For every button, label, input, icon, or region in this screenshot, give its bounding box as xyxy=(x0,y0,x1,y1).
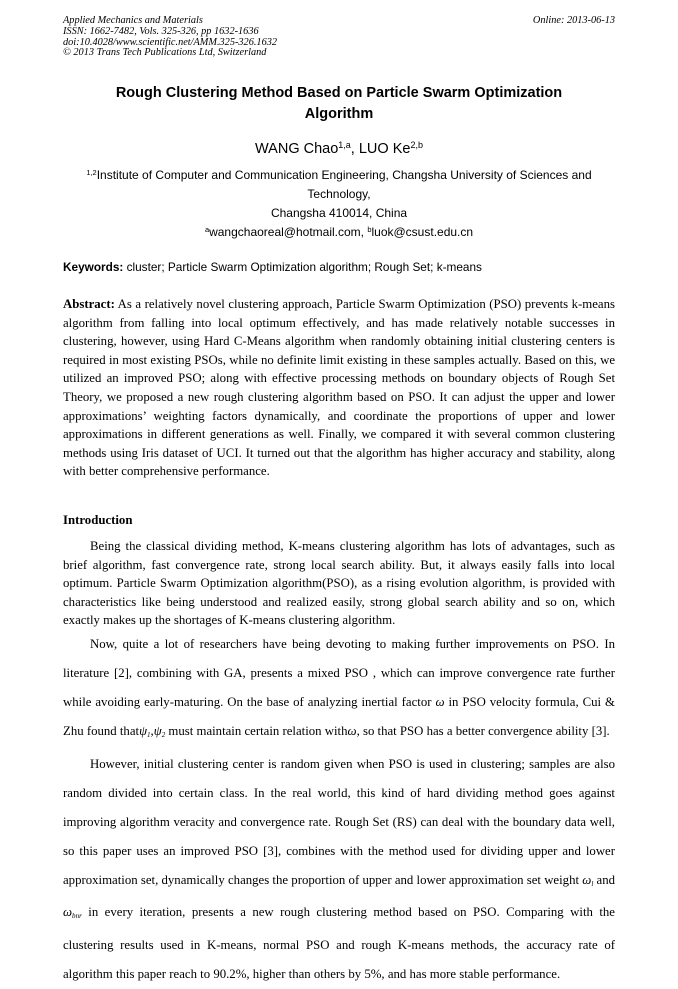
affiliation-sup: 1,2 xyxy=(86,167,97,177)
introduction-heading: Introduction xyxy=(63,513,133,527)
keywords xyxy=(63,259,615,275)
author-2-name: LUO Ke xyxy=(358,141,411,157)
author-2-sup: 2,b xyxy=(410,140,423,151)
affiliation-line-2: Technology, xyxy=(307,187,371,201)
omega-symbol: ω xyxy=(582,872,592,887)
introduction-body xyxy=(63,537,615,989)
online-date: Online: 2013-06-13 xyxy=(532,15,615,26)
author-list xyxy=(63,140,615,158)
intro-paragraph-3: However, initial clustering center is random given when PSO is used in clustering; samples are also random divided into certain class. In the real world, this kind of hard dividing method goes against improving algorithm veracity and convergence rate. Rough Set (RS) can deal with the boundary data well, so this paper uses an improved PSO [3], combines with the method used for dividing upper and lower approximation set, dynamically changes the proportion of upper and lower approximation set weight $\omega_l$ and $\omega_{bnr}$ in every iteration, presents a new rough clustering method based on PSO. Comparing with the clustering results used in K-means, normal PSO and rough K-means methods, the accuracy rate of algorithm this paper reach to 90.2%, higher than others by 5%, and has more stable performance. xyxy=(63,756,615,982)
abstract-label: Abstract: xyxy=(63,297,115,311)
keywords-label: Keywords: xyxy=(63,260,124,274)
email-a: wangchaoreal@hotmail.com, xyxy=(209,225,368,239)
psi-symbol: ψ xyxy=(139,723,148,738)
copyright-line: © 2013 Trans Tech Publications Ltd, Switzerland xyxy=(63,47,267,59)
paper-title xyxy=(63,83,615,125)
affiliation-block xyxy=(63,166,615,242)
email-a-sup: a xyxy=(204,224,210,234)
abstract-text: As a relatively novel clustering approach, Particle Swarm Optimization (PSO) prevents k-means algorithm from falling into local optimum effectively, and has made relatively notable successes in clustering, however, using Hard C-Means algorithm when randomly obtaining initial clustering centers is required in most existing PSOs, while no definite limit existing in these samples actually. Based on this, we utilized an improved PSO; along with effective processing methods on boundary objects of Rough Set Theory, we proposed a new rough clustering algorithm based on PSO. It can adjust the upper and lower approximations’ weighting factors dynamically, and coordinate the proportions of upper and lower approximations in different generations as well. Finally, we compared it with several common clustering methods using Iris dataset of UCI. It turned out that the algorithm has higher accuracy and stability, along with better comprehensive performance. xyxy=(63,297,615,479)
author-1-name: WANG Chao xyxy=(255,141,339,157)
affiliation-line-3: Changsha 410014, China xyxy=(270,206,408,220)
omega-symbol: ω xyxy=(347,723,357,738)
keywords-text: cluster; Particle Swarm Optimization algorithm; Rough Set; k-means xyxy=(123,260,482,274)
omega-symbol: ω xyxy=(435,694,445,709)
issn-line: ISSN: 1662-7482, Vols. 325-326, pp 1632-1636 xyxy=(63,25,259,37)
intro-paragraph-2: Now, quite a lot of researchers have being devoting to making further improvements on PSO. In literature [2], combining with GA, presents a mixed PSO , which can improve convergence rate further while avoiding early-maturing. On the base of analyzing inertial factor ω in PSO velocity formula, Cui & Zhu found $that\psi_1,\psi_2$ must maintain certain relation withω, so that PSO has a better convergence ability [3]. xyxy=(63,636,616,739)
journal-name: Applied Mechanics and Materials xyxy=(63,15,203,26)
author-1-sup: 1,a xyxy=(338,140,351,151)
journal-header xyxy=(63,16,615,59)
affiliation-line-1: Institute of Computer and Communication Engineering, Changsha University of Sciences and xyxy=(96,168,592,182)
doi-line: doi:10.4028/www.scientific.net/AMM.325-326.1632 xyxy=(63,36,278,48)
abstract xyxy=(63,295,615,481)
author-separator: , xyxy=(350,141,359,157)
email-b-sup: b xyxy=(367,224,372,234)
psi-symbol: ψ xyxy=(153,723,162,738)
title-line-2: Algorithm xyxy=(304,106,374,122)
email-b: luok@csust.edu.cn xyxy=(371,225,474,239)
title-line-1: Rough Clustering Method Based on Particle Swarm Optimization xyxy=(115,85,563,101)
intro-paragraph-1: Being the classical dividing method, K-means clustering algorithm has lots of advantages, such as brief algorithm, fast convergence rate, strong local search ability. But, it always easily falls into local optimum. Particle Swarm Optimization algorithm(PSO), as a rising evolution algorithm, is provided with characteristics like being understood and realized easily, strong global search ability and so on, which exactly makes up the shortages of K-means clustering algorithm. xyxy=(63,539,615,628)
omega-symbol: ω xyxy=(63,905,73,920)
